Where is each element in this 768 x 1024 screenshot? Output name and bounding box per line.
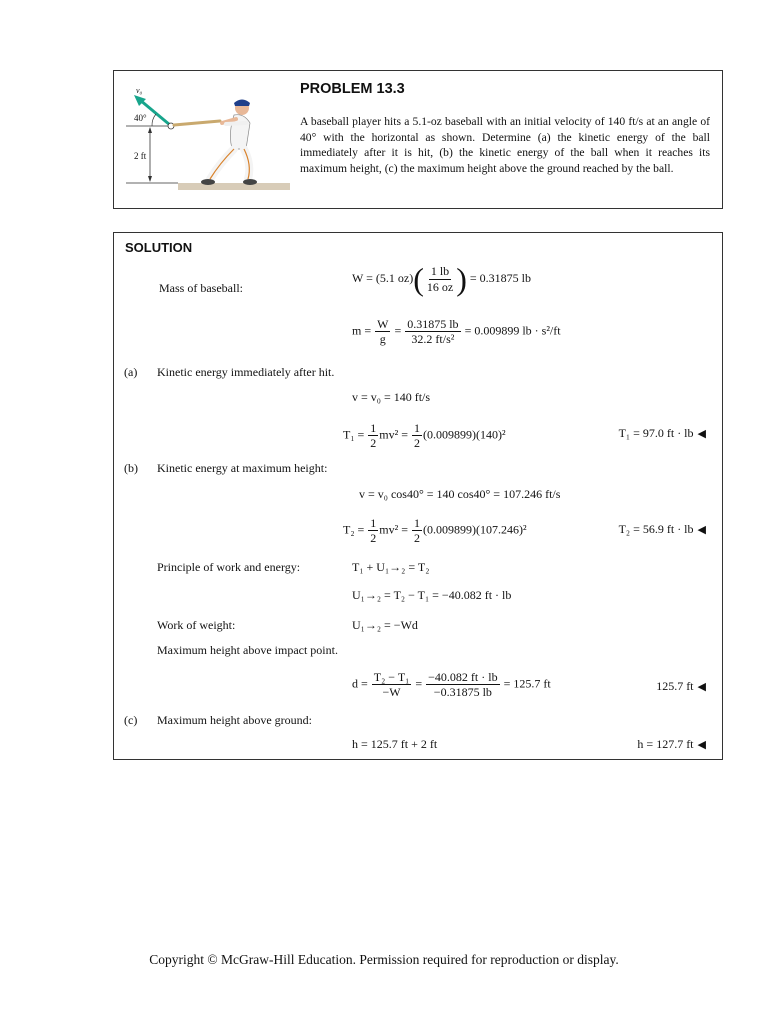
part-b-answer: T₂ = 56.9 ft · lb ◀ [618,522,706,536]
solution-title: SOLUTION [125,240,193,255]
height-impact-answer: 125.7 ft ◀ [656,679,706,693]
problem-box [113,70,723,209]
work-energy-label: Principle of work and energy: [157,560,301,574]
weight-equation: W = (5.1 oz)( $\frac{1 lb}{16 oz}$ ) = 0.31875 lb [352,261,531,297]
angle-label: 40° [134,113,147,123]
problem-title: PROBLEM 13.3 [300,81,405,97]
part-b-label: Kinetic energy at maximum height: [157,461,328,475]
part-a-label: Kinetic energy immediately after hit. [157,365,335,379]
copyright-footer: Copyright © McGraw-Hill Education. Permission required for reproduction or display. [149,952,619,967]
work-value-equation: U₁→₂ = T₂ − T₁ = −40.082 ft · lb [352,588,512,602]
part-c-equation: h = 125.7 ft + 2 ft [352,737,438,751]
mass-equation: m = $\frac{W}{g}$ = $\frac{0.31875 lb}{\text{32.2 ft/s²}}$ = 0.009899 lb · s²/ft [352,317,561,347]
velocity-label: v₀ [136,86,143,95]
work-of-weight-label: Work of weight: [157,618,236,632]
part-c-answer: h = 127.7 ft ◀ [637,737,706,751]
helmet [234,100,250,107]
part-c-label: Maximum height above ground: [157,713,312,727]
work-energy-equation: T₁ + U₁→₂ = T₂ [352,560,430,574]
part-a-velocity-equation: v = v₀ = 140 ft/s [352,390,431,404]
bat [174,121,220,125]
part-a-answer: T₁ = 97.0 ft · lb ◀ [618,426,706,440]
height-impact-label: Maximum height above impact point. [157,643,338,657]
problem-statement: A baseball player hits a 5.1-oz baseball with an initial velocity of 140 ft/s at an angle of 40° with the horizontal as shown. Determine (a) the kinetic energy of the ball immediately after it is hit, (b) the kinetic energy of the ball when it reaches its maximum height, (c) the maximum height above the ground reached by the ball. [300,115,710,175]
height-label: 2 ft [134,151,147,161]
part-b-ke-equation: T₂ = $\frac{1}{2}$ mv² = $\frac{1}{2}$ (0.009899)(107.246)² [343,516,527,546]
ground [178,183,290,190]
part-b-letter: (b) [124,461,138,475]
part-a-letter: (a) [124,365,138,379]
part-a-ke-equation: T₁ = $\frac{1}{2}$ mv² = $\frac{1}{2}$ (0.009899)(140)² [343,421,506,451]
part-c-letter: (c) [124,713,138,727]
solution-box [113,232,723,760]
height-equation: d = $\frac{\text{T₂ − T₁}}{-W}$ = $\frac{-40.082 ft \cdot lb}{-0.31875 lb}$ = 125.7 ft [352,670,551,700]
work-of-weight-equation: U₁→₂ = −Wd [352,618,418,632]
baseball-player-figure [122,83,292,195]
part-b-velocity-equation: v = v₀ cos40° = 140 cos40° = 107.246 ft/s [359,487,561,501]
mass-label: Mass of baseball: [159,281,243,295]
